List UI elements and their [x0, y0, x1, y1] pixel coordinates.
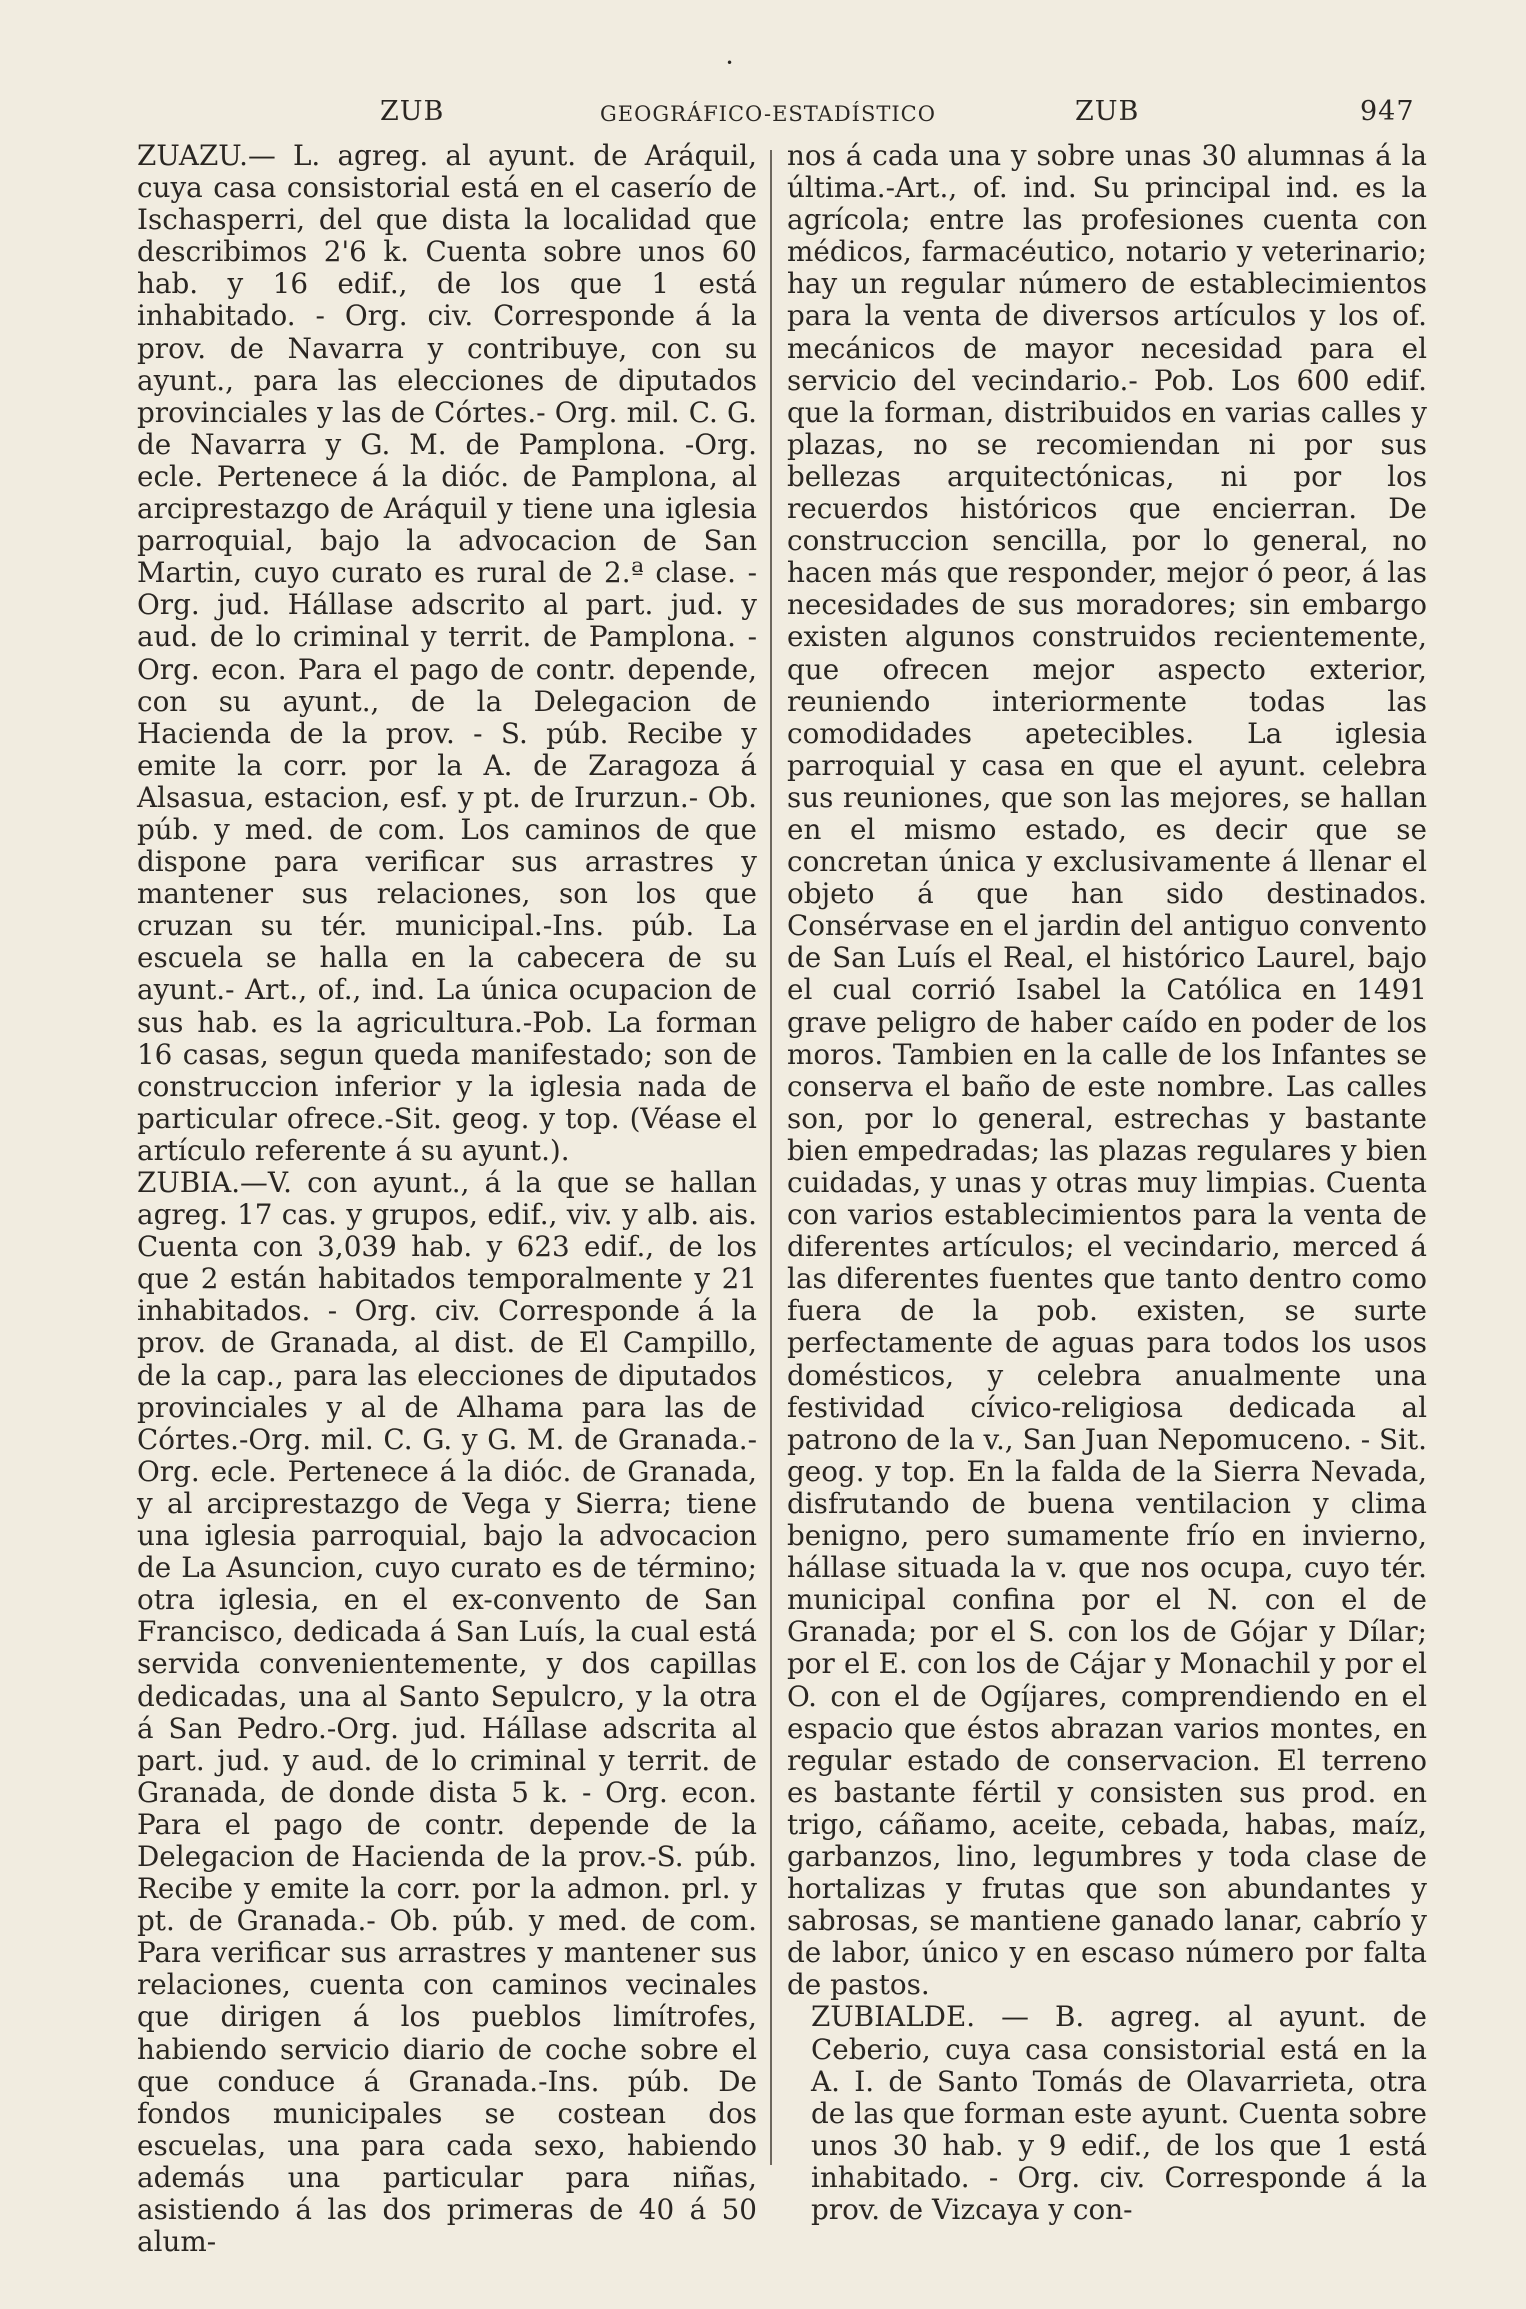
running-header — [110, 96, 1420, 140]
header-center-title: GEOGRÁFICO-ESTADÍSTICO — [600, 102, 936, 126]
entry-zubialde: ZUBIALDE. — B. agreg. al ayunt. de Ceberio, cuya casa consistorial está en la A. I. de Santo Tomás de Olavarrieta, otra de las que forman este ayunt. Cuenta sobre unos 30 hab. y 9 edif., de los que 1 está inhabitado. - Org. civ. Corresponde á la prov. de Vizcaya y con- — [811, 2000, 1427, 2226]
page-number: 947 — [1360, 96, 1415, 127]
page-mark: • — [726, 56, 734, 70]
header-left-word: ZUB — [380, 96, 445, 127]
entry-zuazu: ZUAZU.— L. agreg. al ayunt. de Aráquil, cuya casa consistorial está en el caserío de Ischasperri, del que dista la localidad que describimos 2'6 k. Cuenta sobre unos 60 hab. y 16 edif., de los que 1 está inhabitado. - Org. civ. Corresponde á la prov. de Navarra y contribuye, con su ayunt., para las elecciones de diputados provinciales y las de Córtes.- Org. mil. C. G. de Navarra y G. M. de Pamplona. -Org. ecle. Pertenece á la dióc. de Pamplona, al arciprestazgo de Aráquil y tiene una iglesia parroquial, bajo la advocacion de San Martin, cuyo curato es rural de 2.ª clase. - Org. jud. Hállase adscrito al part. jud. y aud. de lo criminal y territ. de Pamplona. - Org. econ. Para el pago de contr. depende, con su ayunt., de la Delegacion de Hacienda de la prov. - S. púb. Recibe y emite la corr. por la A. de Zaragoza á Alsasua, estacion, esf. y pt. de Irurzun.- Ob. púb. y med. de com. Los caminos de que dispone para verificar sus arrastres y mantener sus relaciones, son los que cruzan su tér. municipal.-Ins. púb. La escuela se halla en la cabecera de su ayunt.- Art., of., ind. La única ocupacion de sus hab. es la agricultura.-Pob. La forman 16 casas, segun queda manifestado; son de construccion inferior y la iglesia nada de particular ofrece.-Sit. geog. y top. (Véase el artículo referente á su ayunt.). — [137, 139, 757, 1167]
right-column — [787, 140, 1427, 2226]
left-column — [113, 140, 757, 2258]
column-divider — [770, 150, 772, 2165]
entry-zubia-continued: nos á cada una y sobre unas 30 alumnas á la última.-Art., of. ind. Su principal ind. es la agrícola; entre las profesiones cuenta con médicos, farmacéutico, notario y veterinario; hay un regular número de establecimientos para la venta de diversos artículos y los of. mecánicos de mayor necesidad para el servicio del vecindario.- Pob. Los 600 edif. que la forman, distribuidos en varias calles y plazas, no se recomiendan ni por sus bellezas arquitectónicas, ni por los recuerdos históricos que encierran. De construccion sencilla, por lo general, no hacen más que responder, mejor ó peor, á las necesidades de sus moradores; sin embargo existen algunos construidos recientemente, que ofrecen mejor aspecto exterior, reuniendo interiormente todas las comodidades apetecibles. La iglesia parroquial y casa en que el ayunt. celebra sus reuniones, que son las mejores, se hallan en el mismo estado, es decir que se concretan única y exclusivamente á llenar el objeto á que han sido destinados. Consérvase en el jardin del antiguo convento de San Luís el Real, el histórico Laurel, bajo el cual corrió Isabel la Católica en 1491 grave peligro de haber caído en poder de los moros. Tambien en la calle de los Infantes se conserva el baño de este nombre. Las calles son, por lo general, estrechas y bastante bien empedradas; las plazas regulares y bien cuidadas, y unas y otras muy limpias. Cuenta con varios establecimientos para la venta de diferentes artículos; el vecindario, merced á las diferentes fuentes que tanto dentro como fuera de la pob. existen, se surte perfectamente de aguas para todos los usos domésticos, y celebra anualmente una festividad cívico-religiosa dedicada al patrono de la v., San Juan Nepomuceno. - Sit. geog. y top. En la falda de la Sierra Nevada, disfrutando de buena ventilacion y clima benigno, pero sumamente frío en invierno, hállase situada la v. que nos ocupa, cuyo tér. municipal confina por el N. con el de Granada; por el S. con los de Gójar y Dílar; por el E. con los de Cájar y Monachil y por el O. con el de Ogíjares, comprendiendo en el espacio que éstos abrazan varios montes, en regular estado de conservacion. El terreno es bastante fértil y consisten sus prod. en trigo, cáñamo, aceite, cebada, habas, maíz, garbanzos, lino, legumbres y toda clase de hortalizas y frutas que son abundantes y sabrosas, se mantiene ganado lanar, cabrío y de labor, único y en escaso número por falta de pastos. — [787, 139, 1427, 2002]
entry-zubia: ZUBIA.—V. con ayunt., á la que se hallan agreg. 17 cas. y grupos, edif., viv. y alb. ais. Cuenta con 3,039 hab. y 623 edif., de los que 2 están habitados temporalmente y 21 inhabitados. - Org. civ. Corresponde á la prov. de Granada, al dist. de El Campillo, de la cap., para las elecciones de diputados provinciales y al de Alhama para las de Córtes.-Org. mil. C. G. y G. M. de Granada.- Org. ecle. Pertenece á la dióc. de Granada, y al arciprestazgo de Vega y Sierra; tiene una iglesia parroquial, bajo la advocacion de La Asuncion, cuyo curato es de término; otra iglesia, en el ex-convento de San Francisco, dedicada á San Luís, la cual está servida convenientemente, y dos capillas dedicadas, una al Santo Sepulcro, y la otra á San Pedro.-Org. jud. Hállase adscrita al part. jud. y aud. de lo criminal y territ. de Granada, de donde dista 5 k. - Org. econ. Para el pago de contr. depende de la Delegacion de Hacienda de la prov.-S. púb. Recibe y emite la corr. por la admon. prl. y pt. de Granada.- Ob. púb. y med. de com. Para verificar sus arrastres y mantener sus relaciones, cuenta con caminos vecinales que dirigen á los pueblos limítrofes, habiendo servicio diario de coche sobre el que conduce á Granada.-Ins. púb. De fondos municipales se costean dos escuelas, una para cada sexo, habiendo además una particular para niñas, asistiendo á las dos primeras de 40 á 50 alum- — [137, 1166, 757, 2259]
header-right-word: ZUB — [1075, 96, 1140, 127]
